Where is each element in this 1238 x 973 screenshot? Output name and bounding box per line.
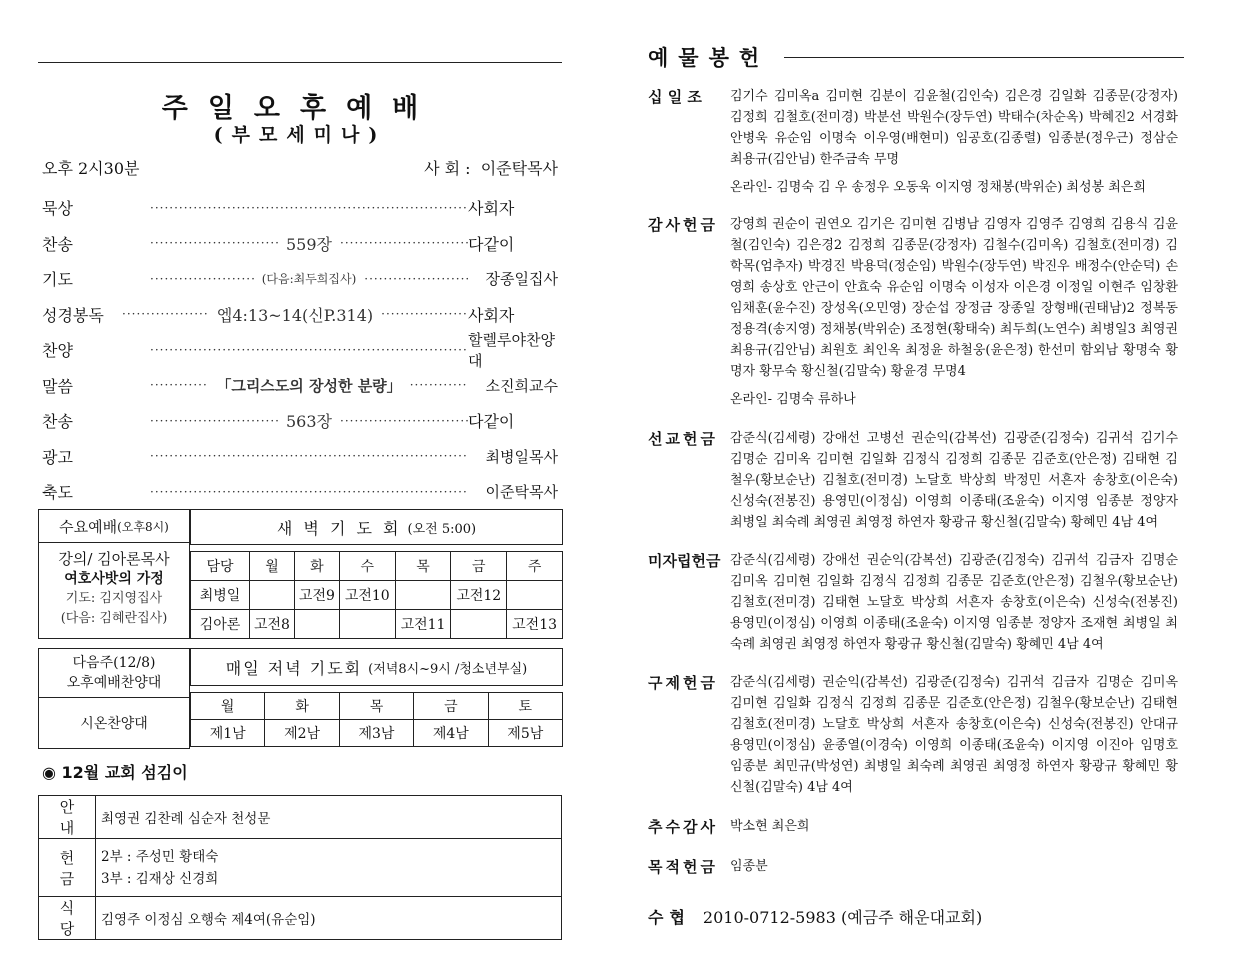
order-item [42, 439, 558, 475]
offerings-title: 예물봉헌 [648, 45, 770, 70]
wednesday-service-box [38, 509, 190, 639]
next-week-choir: 시온찬양대 [80, 716, 148, 732]
evening-group-row [191, 720, 563, 747]
order-person: 이준탁목사 [485, 483, 558, 502]
order-item [42, 474, 558, 510]
offering-names [730, 428, 1178, 533]
dawn-cell [395, 581, 451, 610]
servants-key: 식당 [39, 897, 96, 940]
evening-day: 월 [191, 693, 265, 720]
order-person: 최병일목사 [485, 447, 558, 466]
dawn-cell: 고전8 [250, 610, 295, 639]
order-detail: (다음:최두희집사) [261, 272, 357, 287]
order-person: 다같이 [468, 412, 515, 432]
order-label: 성경봉독 [42, 305, 104, 325]
dawn-cell: 고전12 [451, 581, 507, 610]
wednesday-topic: 여호사밧의 가정 [64, 571, 164, 587]
offering-type: 추수감사 [648, 818, 718, 836]
evening-group: 제5남 [488, 720, 562, 747]
order-item [42, 368, 558, 404]
host: 사 회 : 이준탁목사 [424, 159, 558, 178]
order-leader [150, 449, 468, 463]
dawn-prayer-table [190, 551, 563, 639]
offerings-divider [784, 57, 1184, 58]
order-detail: 「그리스도의 장성한 분량」 [216, 376, 402, 395]
dawn-cell [294, 610, 339, 639]
order-person: 사회자 [468, 199, 515, 219]
servants-row [39, 796, 562, 839]
order-leader [150, 343, 468, 357]
order-person: 사회자 [468, 305, 515, 325]
right-page [648, 0, 1188, 973]
service-time: 오후 2시30분 [42, 159, 140, 178]
order-person: 할렐루야찬양대 [468, 330, 555, 370]
order-leader [122, 303, 468, 326]
evening-day: 토 [488, 693, 562, 720]
evening-day: 금 [414, 693, 488, 720]
order-person: 다같이 [468, 234, 515, 254]
offering-online: 온라인- 김명숙 김 우 송정우 오동욱 이지영 정채봉(박위순) 최성봉 최은희 [730, 180, 1146, 195]
order-leader [150, 485, 468, 499]
order-label: 축도 [42, 483, 73, 503]
offering-giver-list: 강영희 권순이 권연오 김기은 김미현 김병남 김영자 김영주 김영희 김용식 김윤철(김인숙) 김은경2 김정희 김종문(강정자) 김철수(김미옥) 김철호(전미경) 김학목(엄추자) 박경진 박용덕(정순임) 박원수(장두연) 박진우 배정수(안순덕) 손영희 송상호 안근이 안효숙 유순임 이명숙 이성자 이은경 이정일 이현주 임창환 임채훈(윤수진) 장성옥(오민영) 장순섭 장정금 장종일 장형배(권태남)2 정복동 정용격(송지영) 정채봉(박위순) 조정현(황태숙) 최두희(노연수) 최병일3 최영권 최용규(김안님) 최원호 최인옥 최정윤 하철웅(윤은정) 한선미 함외남 황명숙 황명자 황무숙 황신철(김말숙) 황윤경 무명4 [730, 217, 1178, 379]
offering-giver-list: 임종분 [730, 859, 768, 874]
dawn-col: 주 [507, 552, 563, 581]
offering-names [730, 672, 1178, 798]
offering-type: 목적헌금 [648, 858, 718, 876]
order-person: 소진희교수 [485, 376, 558, 395]
dawn-col: 금 [451, 552, 507, 581]
servants-value: 김영주 이정심 오행숙 제4여(유순임) [96, 897, 562, 940]
offering-giver-list: 감준식(김세령) 강애선 권순익(감복선) 김광준(김정숙) 김귀석 김금자 김명순 김미옥 김미현 김일화 김정식 김정희 김종문 김준호(안은정) 김철우(황보순난) 김철호(전미경) 김태현 노달호 박상희 서흔자 송창호(이은숙) 신성숙(전봉진) 용영민(이정심) 이영희 이종태(조윤숙) 이지영 임종분 정양자 조재현 최병일 최숙례 최영권 최영정 하연자 황광규 황신철(김말숙) 황혜민 4남 4여 [730, 553, 1178, 652]
order-item [42, 297, 558, 333]
order-leader [150, 409, 468, 432]
top-divider [38, 62, 562, 63]
bank-account: 2010-0712-5983 (예금주 해운대교회) [702, 908, 983, 927]
dawn-cell [507, 581, 563, 610]
order-label: 묵상 [42, 199, 73, 219]
evening-group: 제3남 [339, 720, 413, 747]
servants-value: 최영권 김찬례 심순자 천성문 [96, 796, 562, 839]
servants-key: 안내 [39, 796, 96, 839]
order-label: 찬양 [42, 341, 73, 361]
order-label: 광고 [42, 447, 73, 467]
servants-table [38, 795, 562, 940]
dawn-cell: 김아론 [191, 610, 250, 639]
order-detail: 엡4:13~14(신P.314) [216, 305, 374, 325]
offering-row [648, 672, 1188, 798]
dawn-cell [250, 581, 295, 610]
bank-info [648, 905, 982, 928]
offering-names [730, 856, 1178, 877]
evening-group: 제1남 [191, 720, 265, 747]
order-of-service [42, 190, 558, 510]
dawn-row [191, 610, 563, 639]
offering-giver-list: 감준식(김세령) 권순익(감복선) 김광준(김정숙) 김귀석 김금자 김명순 김미옥 김미현 김일화 김정식 김정희 김종문 김준호(안은정) 김철우(황보순난) 김태현 김철호(전미경) 노달호 박상희 서흔자 송창호(이은숙) 신성숙(전봉진) 안대규 용영민(이정심) 윤종열(이경숙) 이영희 이종태(조윤숙) 이지영 이진아 임명호 임종분 최민규(박성연) 최병일 최숙례 최영권 최영정 하연자 황광규 황혜민 황신철(김말숙) 4남 4여 [730, 675, 1178, 795]
offering-online: 온라인- 김명숙 류하나 [730, 392, 856, 407]
offering-row [648, 428, 1188, 533]
next-week-head: 다음주(12/8) 오후예배찬양대 [39, 649, 189, 698]
offering-row [648, 214, 1188, 410]
dawn-cell: 고전11 [395, 610, 451, 639]
evening-group: 제4남 [414, 720, 488, 747]
page-title: 주일오후예배 [161, 93, 439, 124]
offering-type: 구제헌금 [648, 674, 718, 692]
order-leader [150, 201, 468, 215]
servants-row [39, 839, 562, 897]
offering-giver-list: 박소현 최은희 [730, 819, 810, 834]
dawn-cell: 고전10 [339, 581, 395, 610]
page-subtitle: (부모세미나) [213, 124, 387, 146]
dawn-cell: 최병일 [191, 581, 250, 610]
offering-type: 십 일 조 [648, 88, 702, 106]
order-item [42, 403, 558, 439]
evening-day: 목 [339, 693, 413, 720]
dawn-header-row [191, 552, 563, 581]
dawn-col: 화 [294, 552, 339, 581]
dawn-cell [339, 610, 395, 639]
dawn-row [191, 581, 563, 610]
order-detail: 559장 [286, 234, 332, 254]
offering-row [648, 856, 1188, 877]
evening-prayer-table [190, 692, 563, 747]
wednesday-head: 수요예배 (오후8시) [39, 510, 189, 543]
offering-type: 선교헌금 [648, 430, 718, 448]
dawn-prayer-head: 새 벽 기 도 회 (오전 5:00) [190, 509, 563, 545]
order-leader [150, 270, 468, 287]
order-leader [150, 375, 468, 396]
order-item [42, 261, 558, 297]
order-item [42, 226, 558, 262]
evening-group: 제2남 [265, 720, 339, 747]
dawn-col: 수 [339, 552, 395, 581]
wednesday-next: (다음: 김혜란집사) [60, 611, 168, 626]
evening-day: 화 [265, 693, 339, 720]
order-label: 찬송 [42, 412, 73, 432]
servants-row [39, 897, 562, 940]
offering-names [730, 214, 1178, 410]
order-label: 찬송 [42, 234, 73, 254]
bank-label: 수협 [648, 908, 691, 927]
offering-giver-list: 감준식(김세령) 강애선 고병선 권순익(감복선) 김광준(김정숙) 김귀석 김기수 김명순 김미옥 김미현 김일화 김정식 김정희 김종문 김준호(안은정) 김태현 김철우(황보순난) 김철호(전미경) 노달호 박상희 박정민 서흔자 송창호(이은숙) 신성숙(전봉진) 용영민(이정심) 이영희 이종태(조윤숙) 이지영 임종분 정양자 최병일 최숙례 최영권 최영정 하연자 황광규 황신철(김말숙) 황혜민 4남 4여 [730, 431, 1178, 530]
offering-row [648, 86, 1188, 198]
offering-giver-list: 김기수 김미옥a 김미현 김분이 김윤철(김인숙) 김은경 김일화 김종문(강정자) 김정희 김철호(전미경) 박분선 박원수(장두연) 박태수(차순옥) 박혜진2 서경화 안병욱 유순임 이명숙 이우영(배현미) 임공호(김종렬) 임종분(정우근) 정삼순 최용규(김안님) 한주금속 무명 [730, 89, 1178, 167]
offering-type: 감사헌금 [648, 216, 718, 234]
servants-title: ◉ 12월 교회 섬김이 [42, 763, 188, 782]
left-page [38, 0, 562, 973]
order-person: 장종일집사 [485, 270, 558, 289]
wednesday-body [39, 543, 189, 629]
offering-names [730, 816, 1178, 837]
wednesday-prayer: 기도: 김지영집사 [65, 591, 163, 606]
servants-key: 헌금 [39, 839, 96, 897]
offering-row [648, 816, 1188, 837]
offering-names [730, 86, 1178, 198]
order-item [42, 332, 558, 368]
wednesday-lecturer: 강의/ 김아론목사 [58, 550, 170, 568]
dawn-cell [451, 610, 507, 639]
order-label: 기도 [42, 270, 73, 290]
dawn-col: 담당 [191, 552, 250, 581]
offering-names [730, 550, 1178, 655]
order-leader [150, 232, 468, 255]
dawn-col: 월 [250, 552, 295, 581]
dawn-cell: 고전9 [294, 581, 339, 610]
dawn-col: 목 [395, 552, 451, 581]
offering-type: 미자립헌금 [648, 552, 721, 570]
dawn-cell: 고전13 [507, 610, 563, 639]
next-week-choir-box [38, 648, 190, 749]
evening-day-row [191, 693, 563, 720]
order-item [42, 190, 558, 226]
offering-row [648, 550, 1188, 655]
servants-value: 2부 : 주성민 황태숙 3부 : 김재상 신경희 [96, 839, 562, 897]
evening-prayer-head: 매일 저녁 기도회 (저녁8시~9시 /청소년부실) [190, 648, 563, 686]
order-detail: 563장 [286, 412, 332, 432]
order-label: 말씀 [42, 376, 73, 396]
